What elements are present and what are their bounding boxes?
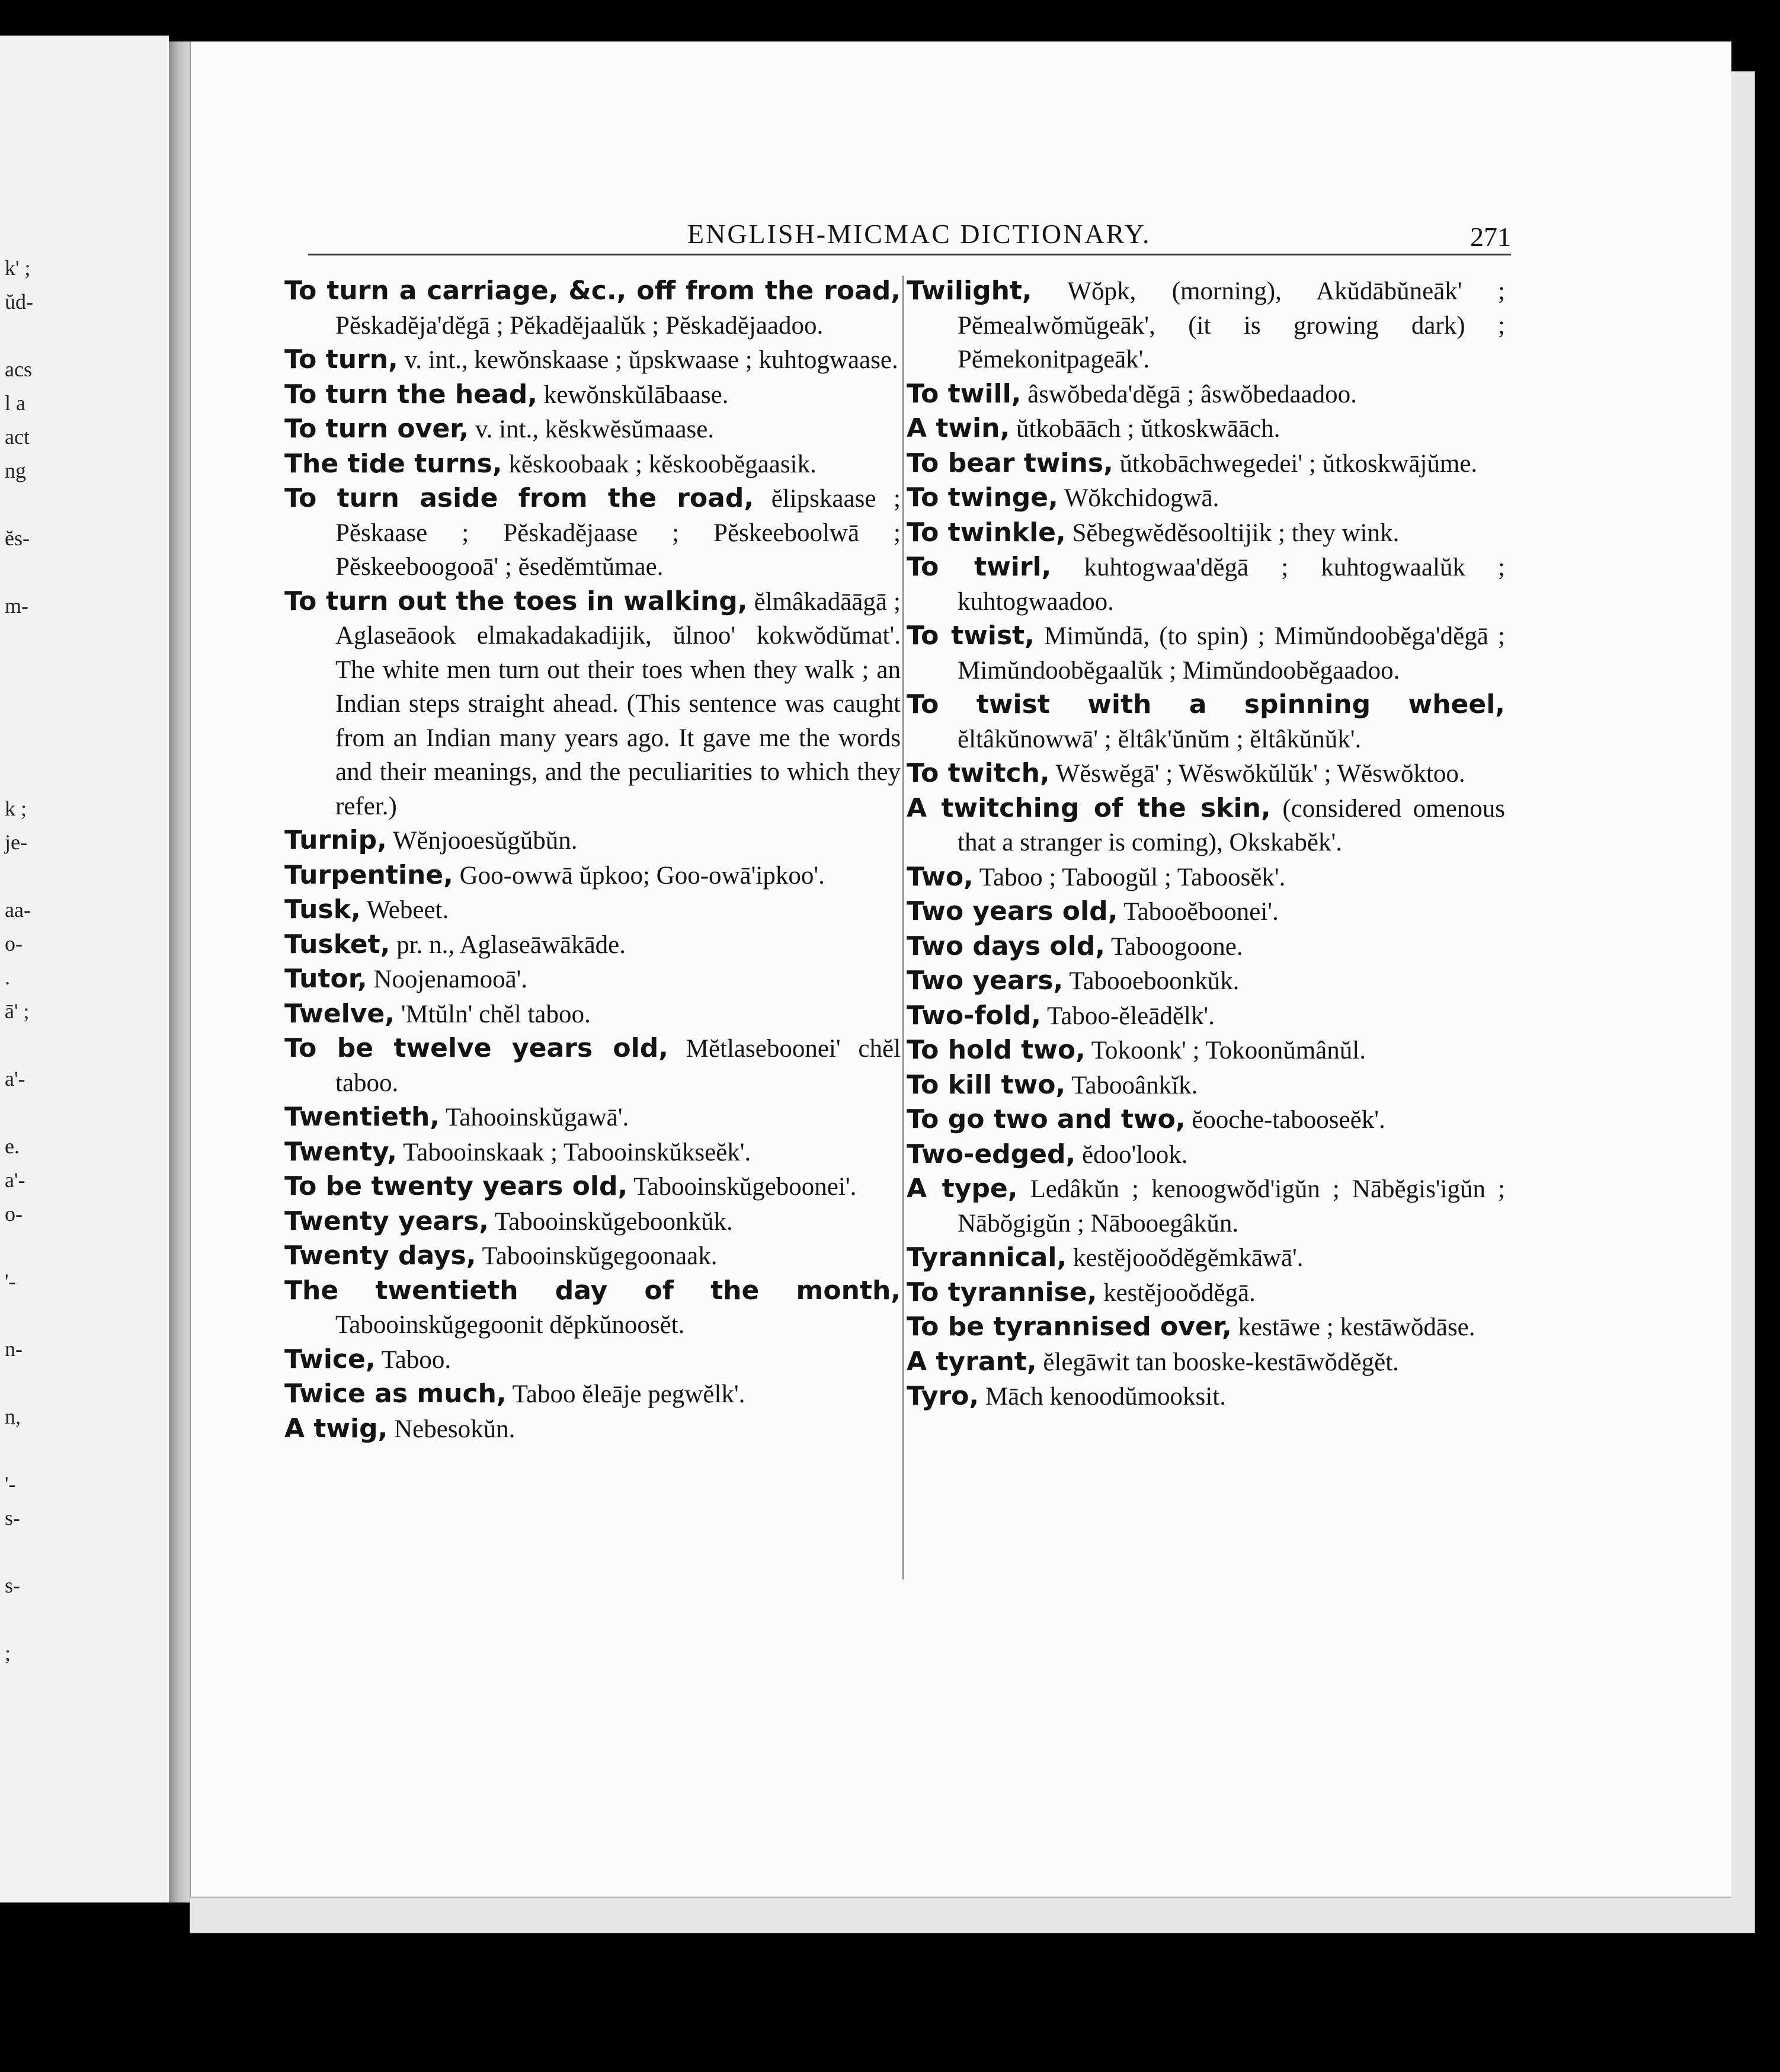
entry-definition: kestĕjooŏdĕgĕmkāwā'. bbox=[1073, 1244, 1304, 1272]
entry-headword: To twinkle, bbox=[907, 517, 1066, 548]
dictionary-entry bbox=[284, 962, 901, 997]
entry-headword: The tide turns, bbox=[284, 448, 502, 479]
dictionary-entry bbox=[907, 1068, 1505, 1103]
entry-headword: Two years old, bbox=[907, 896, 1118, 926]
entry-definition: Taboo. bbox=[381, 1345, 452, 1374]
entry-headword: To be twelve years old, bbox=[284, 1033, 668, 1063]
dictionary-entry bbox=[907, 274, 1505, 377]
entry-headword: Twice as much, bbox=[284, 1379, 507, 1409]
entry-headword: To turn out the toes in walking, bbox=[284, 586, 748, 616]
entry-headword: To twirl, bbox=[907, 552, 1052, 582]
entry-definition: ŭtkobāchwegedei' ; ŭtkoskwājŭme. bbox=[1119, 449, 1478, 478]
entry-headword: To twinge, bbox=[907, 482, 1058, 513]
entry-headword: Turnip, bbox=[284, 825, 387, 855]
entry-headword: Tyro, bbox=[907, 1381, 979, 1411]
dictionary-entry bbox=[907, 1102, 1505, 1137]
entry-headword: To twist, bbox=[907, 621, 1035, 651]
entry-definition: Māch kenoodŭmooksit. bbox=[985, 1383, 1226, 1411]
left-column bbox=[284, 274, 901, 1446]
dictionary-entry bbox=[907, 1033, 1505, 1068]
dictionary-entry bbox=[907, 1310, 1505, 1345]
dictionary-entry bbox=[284, 1135, 901, 1170]
entry-definition: Ledâkŭn ; kenoogwŏd'igŭn ; Nābĕgis'igŭn ; Nābŏgigŭn ; Nābooegâkŭn. bbox=[958, 1175, 1506, 1238]
entry-definition: ĕooche-tabooseĕk'. bbox=[1192, 1106, 1385, 1134]
prev-page-fragment: act bbox=[5, 425, 30, 449]
dictionary-entry bbox=[907, 756, 1505, 791]
entry-definition: kestĕjooŏdĕgā. bbox=[1103, 1278, 1256, 1307]
entry-definition: Taboogoone. bbox=[1110, 932, 1243, 961]
entry-definition: Goo-owwā ŭpkoo; Goo-owā'ipkoo'. bbox=[459, 861, 825, 890]
entry-definition: 'Mtŭln' chĕl taboo. bbox=[401, 1000, 591, 1028]
prev-page-fragment: s- bbox=[5, 1506, 20, 1530]
dictionary-entry bbox=[284, 893, 901, 928]
dictionary-entry bbox=[284, 1031, 901, 1100]
running-header bbox=[308, 177, 1511, 260]
entry-headword: To be tyrannised over, bbox=[907, 1312, 1232, 1342]
entry-definition: Sĕbegwĕdĕsooltijik ; they wink. bbox=[1072, 519, 1400, 547]
entry-definition: Tabooĕboonei'. bbox=[1123, 898, 1279, 926]
entry-headword: Twice, bbox=[284, 1344, 376, 1374]
dictionary-entry bbox=[284, 584, 901, 824]
prev-page-fragment: '- bbox=[5, 1472, 16, 1496]
entry-headword: Two days old, bbox=[907, 931, 1105, 961]
entry-definition: Webeet. bbox=[366, 896, 449, 924]
entry-definition: ĕltâkŭnowwā' ; ĕltâk'ŭnŭm ; ĕltâkŭnŭk'. bbox=[958, 725, 1362, 753]
dictionary-entry bbox=[284, 823, 901, 858]
dictionary-entry bbox=[284, 1100, 901, 1135]
prev-page-fragment: je- bbox=[5, 830, 27, 854]
dictionary-entry bbox=[907, 929, 1505, 964]
dictionary-entry bbox=[284, 274, 901, 343]
entry-definition: ĕlmâkadāāgā ; Aglaseāook elmakadakadijik, ŭlnoo' kokwŏdŭmat'. The white men turn out their toes when they walk ; an Indian steps straight ahead. (This sentence was caught from an Indian many years ago. It gave me the words and their meanings, and the peculiarities to which they refer.) bbox=[335, 587, 901, 820]
entry-definition: ĕlegāwit tan booske-kestāwŏdĕgĕt. bbox=[1043, 1348, 1399, 1376]
entry-definition: Wŏpk, (morning), Akŭdābŭneāk' ; Pĕmealwŏmŭgeāk', (it is growing dark) ; Pĕmekonitpageāk'. bbox=[958, 277, 1505, 373]
dictionary-entry bbox=[284, 1412, 901, 1447]
prev-page-fragment: '- bbox=[5, 1270, 16, 1293]
entry-definition: Mimŭndā, (to spin) ; Mimŭndoobĕga'dĕgā ; Mimŭndoobĕgaalŭk ; Mimŭndoobĕgaadoo. bbox=[958, 622, 1506, 685]
dictionary-entry bbox=[907, 894, 1505, 929]
entry-headword: A type, bbox=[907, 1174, 1018, 1204]
column-divider bbox=[902, 276, 904, 1579]
right-column bbox=[907, 274, 1505, 1414]
dictionary-entry bbox=[907, 1137, 1505, 1172]
entry-headword: A twin, bbox=[907, 413, 1010, 443]
entry-headword: To turn, bbox=[284, 344, 398, 375]
entry-definition: Wŏkchidogwā. bbox=[1064, 484, 1219, 512]
dictionary-entry bbox=[284, 1342, 901, 1377]
entry-headword: Two, bbox=[907, 861, 974, 892]
entry-definition: Tokoonk' ; Tokoonŭmânŭl. bbox=[1091, 1037, 1366, 1064]
entry-definition: Tabooinskŭgegoonit dĕpkŭnoosĕt. bbox=[335, 1311, 685, 1339]
prev-page-fragment: k' ; bbox=[5, 256, 31, 280]
entry-definition: ŭtkobāāch ; ŭtkoskwāāch. bbox=[1016, 415, 1280, 443]
entry-headword: Twenty days, bbox=[284, 1240, 476, 1271]
entry-definition: ĕlipskaase ; Pĕskaase ; Pĕskadĕjaase ; Pĕskeeboolwā ; Pĕskeeboogooā' ; ĕsedĕmtŭmae. bbox=[335, 485, 901, 581]
entry-headword: Twentieth, bbox=[284, 1102, 440, 1132]
dictionary-entry bbox=[284, 1239, 901, 1274]
prev-page-fragment: a'- bbox=[5, 1067, 25, 1091]
entry-headword: Two-fold, bbox=[907, 1000, 1041, 1031]
dictionary-entry bbox=[907, 1345, 1505, 1380]
dictionary-entry bbox=[284, 378, 901, 413]
entry-definition: Tahooinskŭgawā'. bbox=[446, 1104, 629, 1131]
dictionary-entry bbox=[907, 1275, 1505, 1310]
entry-definition: (considered omenous that a stranger is coming), Okskabĕk'. bbox=[958, 794, 1506, 856]
entry-definition: Tabooinskaak ; Tabooinskŭkseĕk'. bbox=[403, 1138, 751, 1166]
entry-headword: To kill two, bbox=[907, 1069, 1066, 1100]
dictionary-entry bbox=[907, 619, 1505, 688]
prev-page-fragment: . bbox=[5, 965, 10, 989]
entry-headword: A tyrant, bbox=[907, 1346, 1037, 1377]
dictionary-entry bbox=[907, 516, 1505, 551]
entry-definition: kestāwe ; kestāwŏdāse. bbox=[1238, 1313, 1475, 1341]
header-title: ENGLISH-MICMAC DICTIONARY. bbox=[687, 219, 1151, 249]
entry-headword: Two-edged, bbox=[907, 1139, 1076, 1169]
dictionary-entry bbox=[907, 1172, 1505, 1240]
entry-definition: Tabooinskŭgeboonkŭk. bbox=[494, 1207, 733, 1236]
dictionary-entry bbox=[284, 858, 901, 893]
entry-headword: To turn over, bbox=[284, 414, 469, 444]
prev-page-fragment: ĕs- bbox=[5, 526, 30, 550]
entry-headword: To twist with a spinning wheel, bbox=[907, 689, 1505, 720]
dictionary-entry bbox=[284, 412, 901, 447]
entry-definition: ĕdoo'look. bbox=[1081, 1140, 1188, 1169]
prev-page-fragment: o- bbox=[5, 1202, 23, 1226]
entry-headword: Twenty, bbox=[284, 1136, 398, 1167]
book-binding bbox=[169, 41, 193, 1902]
prev-page-fragment: o- bbox=[5, 932, 23, 955]
dictionary-entry bbox=[284, 997, 901, 1032]
prev-page-fragment: l a bbox=[5, 391, 25, 415]
dictionary-entry bbox=[907, 1240, 1505, 1275]
entry-headword: To be twenty years old, bbox=[284, 1171, 628, 1201]
entry-headword: To twill, bbox=[907, 378, 1022, 409]
entry-headword: To twitch, bbox=[907, 758, 1050, 788]
entry-headword: The twentieth day of the month, bbox=[284, 1275, 901, 1306]
entry-headword: To go two and two, bbox=[907, 1104, 1186, 1134]
dictionary-entry bbox=[907, 411, 1505, 446]
entry-definition: Nebesokŭn. bbox=[394, 1415, 516, 1443]
entry-definition: Taboo ; Taboogŭl ; Taboosĕk'. bbox=[979, 863, 1286, 891]
entry-definition: v. int., kĕskwĕsŭmaase. bbox=[475, 415, 715, 443]
entry-headword: To turn aside from the road, bbox=[284, 483, 754, 513]
entry-definition: Taboo ĕleāje pegwĕlk'. bbox=[512, 1380, 745, 1408]
entry-headword: To bear twins, bbox=[907, 447, 1113, 478]
dictionary-entry bbox=[284, 1274, 901, 1342]
dictionary-entry bbox=[284, 1169, 901, 1204]
dictionary-entry bbox=[907, 688, 1505, 756]
entry-definition: Tabooinskŭgeboonei'. bbox=[633, 1173, 857, 1201]
entry-definition: Taboo-ĕleādĕlk'. bbox=[1046, 1002, 1215, 1030]
entry-headword: A twitching of the skin, bbox=[907, 792, 1271, 823]
entry-headword: A twig, bbox=[284, 1413, 388, 1444]
entry-definition: Wĕnjooesŭgŭbŭn. bbox=[392, 827, 578, 855]
dictionary-entry bbox=[907, 446, 1505, 481]
prev-page-fragment: acs bbox=[5, 357, 32, 381]
prev-page-fragment: n, bbox=[5, 1405, 21, 1428]
entry-definition: Tabooânkĭk. bbox=[1071, 1071, 1198, 1099]
prev-page-fragment: n- bbox=[5, 1337, 23, 1361]
entry-headword: Two years, bbox=[907, 965, 1064, 996]
entry-headword: Tyrannical, bbox=[907, 1242, 1067, 1272]
prev-page-fragment: ŭd- bbox=[5, 290, 33, 314]
entry-headword: Twenty years, bbox=[284, 1206, 489, 1236]
dictionary-entry bbox=[284, 481, 901, 584]
entry-headword: Twilight, bbox=[907, 276, 1032, 306]
dictionary-entry bbox=[284, 447, 901, 482]
dictionary-entry bbox=[907, 481, 1505, 516]
entry-definition: Tabooinskŭgegoonaak. bbox=[482, 1242, 718, 1270]
entry-headword: Tusk, bbox=[284, 894, 361, 925]
entry-definition: Tabooeboonkŭk. bbox=[1069, 967, 1240, 995]
dictionary-entry bbox=[284, 928, 901, 963]
prev-page-fragment: aa- bbox=[5, 898, 31, 922]
dictionary-entry bbox=[907, 1379, 1505, 1414]
entry-headword: Tusket, bbox=[284, 929, 390, 960]
dictionary-entry bbox=[907, 791, 1505, 860]
dictionary-entry bbox=[284, 1377, 901, 1412]
entry-headword: Twelve, bbox=[284, 998, 395, 1029]
dictionary-entry bbox=[284, 1204, 901, 1239]
prev-page-fragment: a'- bbox=[5, 1168, 25, 1192]
entry-definition: Mĕtlaseboonei' chĕl taboo. bbox=[335, 1035, 901, 1097]
entry-definition: Pĕskadĕja'dĕgā ; Pĕkadĕjaalŭk ; Pĕskadĕjaadoo. bbox=[335, 311, 824, 340]
entry-definition: kĕskoobaak ; kĕskoobĕgaasik. bbox=[508, 450, 817, 478]
entry-definition: v. int., kewŏnskaase ; ŭpskwaase ; kuhtogwaase. bbox=[404, 346, 898, 374]
entry-definition: Noojenamooā'. bbox=[373, 965, 528, 993]
dictionary-entry bbox=[907, 377, 1505, 412]
previous-page bbox=[0, 36, 169, 1902]
prev-page-fragment: ; bbox=[5, 1641, 11, 1665]
header-rule bbox=[308, 254, 1511, 255]
prev-page-fragment: ng bbox=[5, 459, 26, 482]
dictionary-entry bbox=[907, 550, 1505, 619]
dictionary-entry bbox=[907, 999, 1505, 1034]
prev-page-fragment: s- bbox=[5, 1574, 20, 1597]
entry-definition: pr. n., Aglaseāwākāde. bbox=[396, 931, 626, 959]
entry-headword: To hold two, bbox=[907, 1035, 1086, 1065]
dictionary-entry bbox=[907, 860, 1505, 895]
entry-headword: To tyrannise, bbox=[907, 1277, 1097, 1307]
entry-headword: To turn the head, bbox=[284, 379, 538, 410]
entry-definition: kuhtogwaa'dĕgā ; kuhtogwaalŭk ; kuhtogwaadoo. bbox=[958, 554, 1505, 616]
page-number: 271 bbox=[1470, 222, 1511, 252]
prev-page-fragment: m- bbox=[5, 594, 28, 618]
entry-headword: Turpentine, bbox=[284, 859, 453, 890]
dictionary-entry bbox=[907, 964, 1505, 999]
entry-headword: To turn a carriage, &c., off from the road, bbox=[284, 276, 901, 306]
entry-definition: kewŏnskŭlābaase. bbox=[543, 380, 729, 409]
entry-definition: âswŏbeda'dĕgā ; âswŏbedaadoo. bbox=[1027, 380, 1357, 408]
prev-page-fragment: k ; bbox=[5, 797, 27, 820]
entry-definition: Wĕswĕgā' ; Wĕswŏkŭlŭk' ; Wĕswŏktoo. bbox=[1055, 760, 1465, 788]
prev-page-fragment: e. bbox=[5, 1134, 20, 1158]
prev-page-fragment: ā' ; bbox=[5, 999, 30, 1023]
entry-headword: Tutor, bbox=[284, 964, 367, 994]
dictionary-entry bbox=[284, 343, 901, 378]
